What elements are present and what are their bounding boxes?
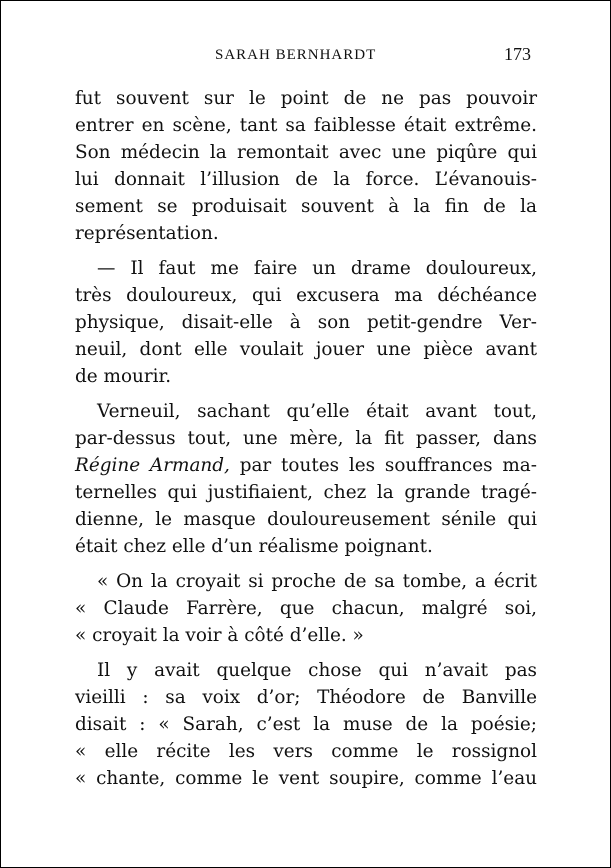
paragraph-5 [75, 657, 537, 792]
text-line: ternelles qui justifiaient, chez la grande tragé- [75, 482, 537, 503]
text-line: très douloureux, qui excusera ma déchéance [75, 285, 537, 306]
text-line: « Claude Farrère, que chacun, malgré soi, [75, 598, 537, 619]
paragraph-3 [75, 398, 537, 560]
italic-title: Régine Armand, [75, 455, 230, 476]
running-title: SARAH BERNHARDT [215, 47, 377, 63]
text-line: vieilli : sa voix d’or; Théodore de Banville [75, 687, 537, 708]
text-line [75, 452, 537, 479]
text-line: fut souvent sur le point de ne pas pouvoir [75, 88, 537, 109]
text-line: était chez elle d’un réalisme poignant. [75, 536, 433, 557]
text-line: Son médecin la remontait avec une piqûre qui [75, 142, 537, 163]
page-number: 173 [504, 44, 531, 64]
text-line: « elle récite les vers comme le rossignol [75, 741, 537, 762]
text-line: physique, disait-elle à son petit-gendre Ver- [75, 312, 537, 333]
text-line: — Il faut me faire un drame douloureux, [97, 258, 537, 279]
text-line: neuil, dont elle voulait jouer une pièce avant [75, 339, 537, 360]
text-line: « On la croyait si proche de sa tombe, a écrit [97, 571, 537, 592]
text-fragment: par toutes les souffrances ma- [229, 455, 537, 476]
paragraph-2 [75, 255, 537, 390]
paragraph-1 [75, 85, 537, 247]
text-line: « chante, comme le vent soupire, comme l’eau [75, 768, 537, 789]
text-line: par-dessus tout, une mère, la fit passer, dans [75, 428, 537, 449]
text-line: disait : « Sarah, c’est la muse de la poésie; [75, 714, 537, 735]
page-body [75, 85, 537, 800]
text-line: lui donnait l’illusion de la force. L’évanouis- [75, 169, 537, 190]
paragraph-4-quote [75, 568, 537, 649]
text-line: Verneuil, sachant qu’elle était avant tout, [97, 401, 537, 422]
text-line: « croyait la voir à côté d’elle. » [75, 625, 364, 646]
text-line: sement se produisait souvent à la fin de la [75, 196, 537, 217]
text-line: représentation. [75, 223, 219, 244]
text-line: dienne, le masque douloureusement sénile qui [75, 509, 537, 530]
text-line: Il y avait quelque chose qui n’avait pas [97, 660, 537, 681]
text-line: de mourir. [75, 366, 172, 387]
text-line: entrer en scène, tant sa faiblesse était extrême. [75, 115, 537, 136]
